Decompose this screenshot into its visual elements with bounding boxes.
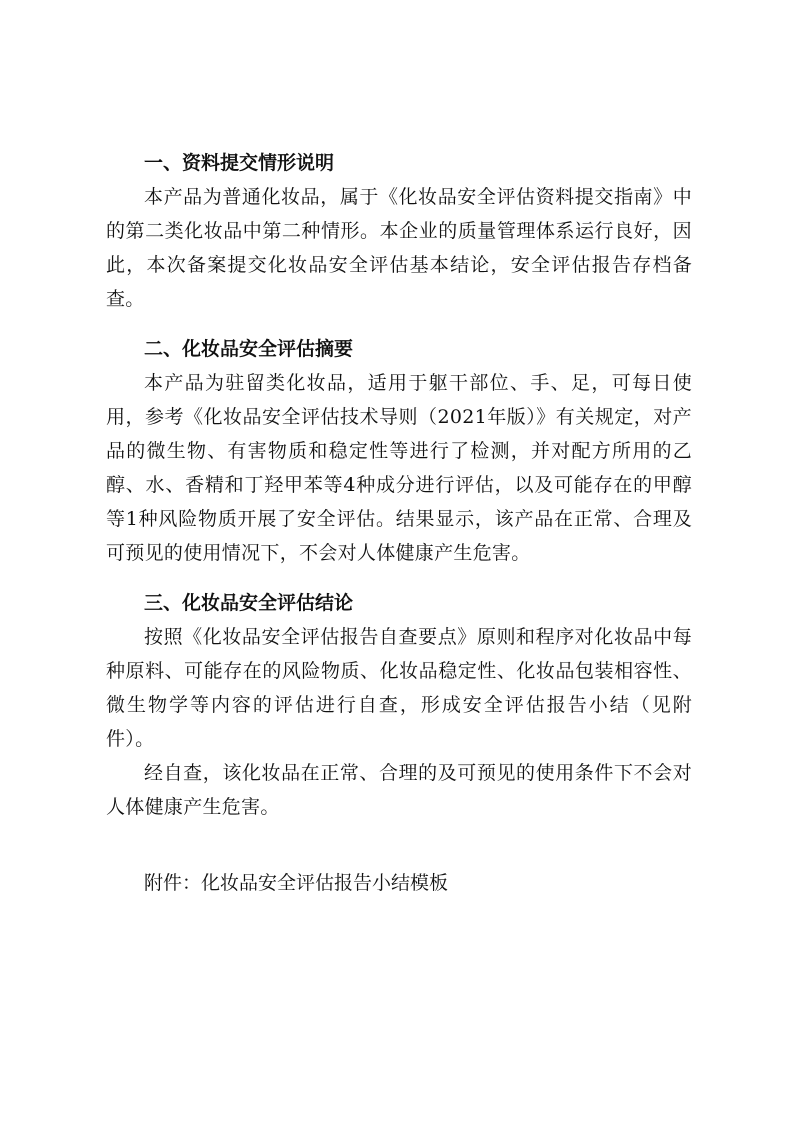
section-paragraph-summary: 本产品为驻留类化妆品，适用于躯干部位、手、足，可每日使用，参考《化妆品安全评估技术导则（2021年版）》有关规定，对产品的微生物、有害物质和稳定性等进行了检测，并对配方所用的乙醇、水、香精和丁羟甲苯等4种成分进行评估，以及可能存在的甲醇等1种风险物质开展了安全评估。结果显示，该产品在正常、合理及可预见的使用情况下，不会对人体健康产生危害。 [106, 372, 692, 564]
section-paragraph-conclusion: 按照《化妆品安全评估报告自查要点》原则和程序对化妆品中每种原料、可能存在的风险物质、化妆品稳定性、化妆品包装相容性、微生物学等内容的评估进行自查，形成安全评估报告小结（见附件）。 [106, 626, 692, 750]
section-paragraph-self-check: 经自查，该化妆品在正常、合理的及可预见的使用条件下不会对人体健康产生危害。 [106, 762, 692, 818]
section-paragraph-submission: 本产品为普通化妆品，属于《化妆品安全评估资料提交指南》中的第二类化妆品中第二种情形。本企业的质量管理体系运行良好，因此，本次备案提交化妆品安全评估基本结论，安全评估报告存档备查。 [106, 186, 692, 310]
section-heading-summary: 二、化妆品安全评估摘要 [144, 338, 354, 360]
document-body [106, 146, 692, 900]
section-heading-conclusion: 三、化妆品安全评估结论 [144, 592, 354, 614]
attachment-note: 附件：化妆品安全评估报告小结模板 [144, 872, 449, 894]
section-heading-submission: 一、资料提交情形说明 [144, 152, 335, 174]
